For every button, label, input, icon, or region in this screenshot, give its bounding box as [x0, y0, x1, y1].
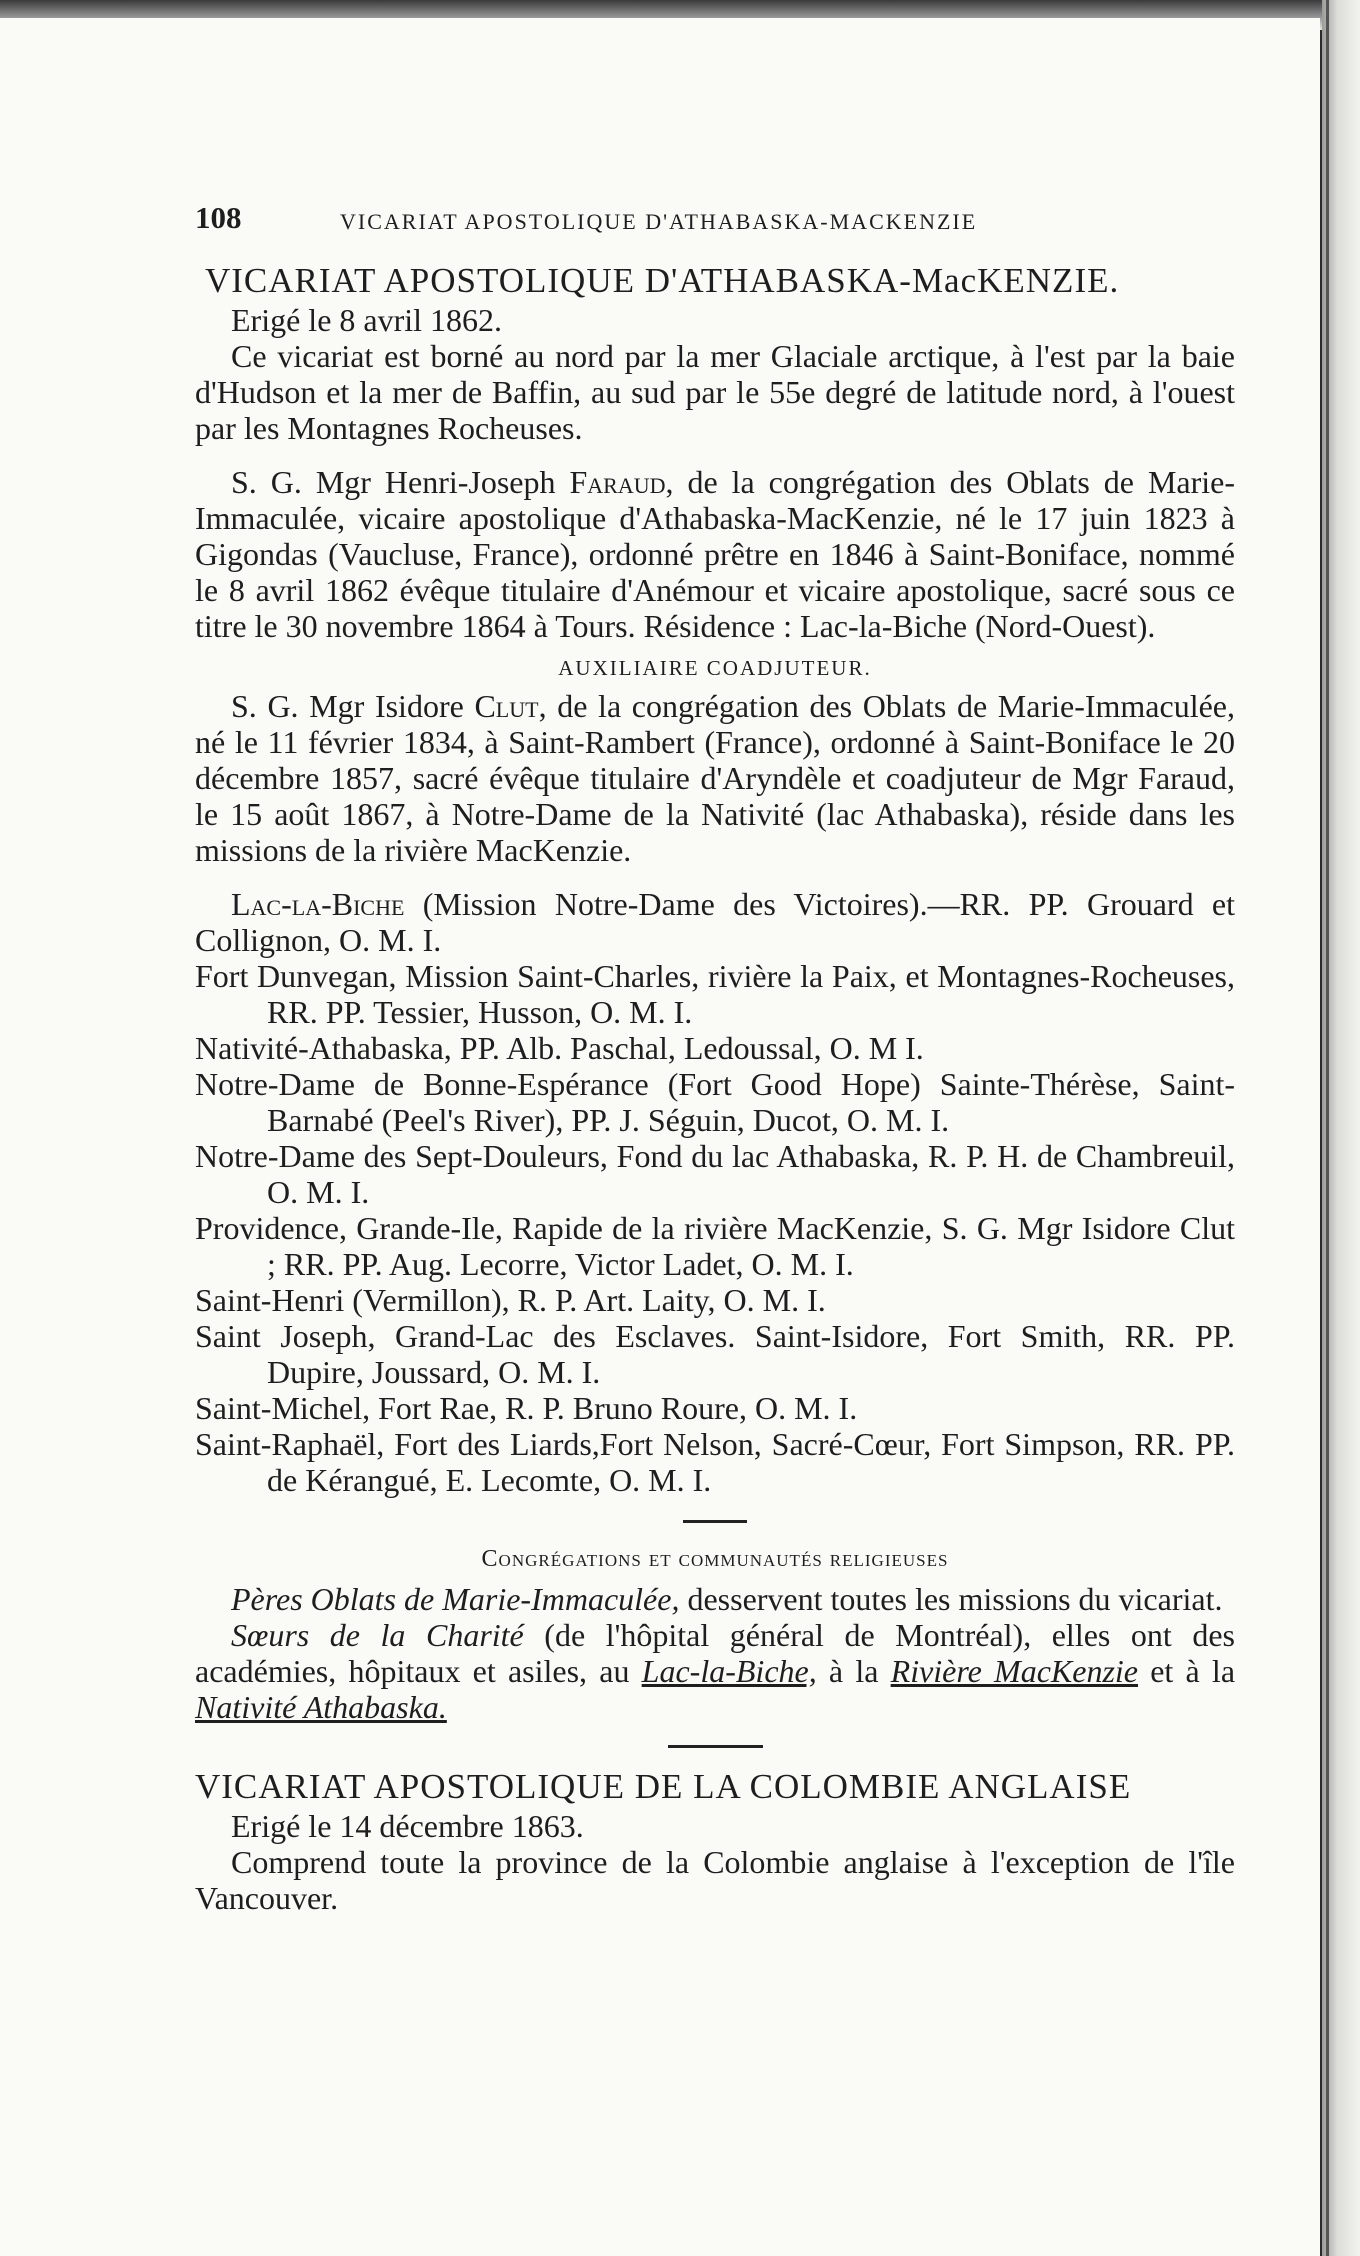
- vicariate-limits: Ce vicariat est borné au nord par la mer Glaciale arctique, à l'est par la baie d'Hudson et la mer de Baffin, au sud par le 55e degré de latitude nord, à l'ouest par les Montagnes Rocheuses.: [195, 338, 1235, 446]
- page-number: 108: [195, 200, 242, 235]
- bishop-details: , de la congrégation des Oblats de Marie-Immaculée, vicaire apostolique d'Athabaska-MacKenzie, né le 17 juin 1823 à Gigondas (Vaucluse, France), ordonné prêtre en 1846 à Saint-Boniface, nommé le 8 avril 1862 évêque titulaire d'Anémour et vicaire apostolique, sacré sous ce titre le 30 novembre 1864 à Tours. Résidence : Lac-la-Biche (Nord-Ouest).: [195, 464, 1236, 644]
- bishop-paragraph: [195, 464, 1235, 644]
- mission-item: Saint-Michel, Fort Rae, R. P. Bruno Roure, O. M. I.: [195, 1390, 858, 1426]
- soeurs-name: Sœurs de la Charité: [231, 1617, 524, 1653]
- soeurs-text: à la: [816, 1653, 891, 1689]
- coadjutor-paragraph: [195, 688, 1235, 868]
- section-divider: [683, 1520, 747, 1523]
- oblats-name: Pères Oblats de Marie-Immaculée,: [231, 1581, 680, 1617]
- coadjutor-prefix: S. G. Mgr Isidore: [231, 688, 475, 724]
- mission-item: Saint-Henri (Vermillon), R. P. Art. Laity, O. M. I.: [195, 1282, 826, 1318]
- bishop-name: Faraud: [569, 464, 666, 500]
- soeurs-text: et à la: [1138, 1653, 1236, 1689]
- bishop-prefix: S. G. Mgr Henri-Joseph: [231, 464, 570, 500]
- missions-list: [195, 886, 1235, 1498]
- mission-item: [195, 886, 1235, 958]
- oblats-paragraph: [195, 1581, 1235, 1617]
- mission-place: Lac-la-Biche: [231, 886, 405, 922]
- erection-date: Erigé le 8 avril 1862.: [231, 302, 503, 338]
- mission-item: Nativité-Athabaska, PP. Alb. Paschal, Ledoussal, O. M I.: [195, 1030, 924, 1066]
- coadjutor-name: Clut: [474, 688, 539, 724]
- running-title: VICARIAT APOSTOLIQUE D'ATHABASKA-MACKENZIE: [340, 209, 978, 234]
- mission-item: Saint-Raphaël, Fort des Liards,Fort Nelson, Sacré-Cœur, Fort Simpson, RR. PP. de Kérangué, E. Lecomte, O. M. I.: [195, 1426, 1235, 1498]
- mission-item: Fort Dunvegan, Mission Saint-Charles, rivière la Paix, et Montagnes-Rocheuses, RR. PP. Tessier, Husson, O. M. I.: [195, 958, 1235, 1030]
- page-text: [195, 200, 1235, 1916]
- congregations-heading: Congrégations et communautés religieuses: [481, 1546, 949, 1572]
- section-title-athabaska: VICARIAT APOSTOLIQUE D'ATHABASKA-MacKENZIE.: [205, 261, 1120, 300]
- scan-right-edge: [1322, 0, 1360, 2256]
- mission-text: (Mission Notre-Dame des Victoires).—RR. PP. Grouard et Collignon, O. M. I.: [195, 886, 1235, 958]
- soeurs-place: Nativité Athabaska.: [195, 1689, 447, 1725]
- soeurs-place: Rivière MacKenzie: [890, 1653, 1139, 1689]
- oblats-text: desservent toutes les missions du vicariat.: [679, 1581, 1223, 1617]
- mission-item: Saint Joseph, Grand-Lac des Esclaves. Saint-Isidore, Fort Smith, RR. PP. Dupire, Joussard, O. M. I.: [195, 1318, 1235, 1390]
- erection-date: Erigé le 14 décembre 1863.: [231, 1808, 584, 1844]
- soeurs-place: Lac-la-Biche,: [641, 1653, 817, 1689]
- mission-item: Providence, Grande-Ile, Rapide de la rivière MacKenzie, S. G. Mgr Isidore Clut ; RR. PP. Aug. Lecorre, Victor Ladet, O. M. I.: [195, 1210, 1235, 1282]
- mission-item: Notre-Dame des Sept-Douleurs, Fond du lac Athabaska, R. P. H. de Chambreuil, O. M. I.: [195, 1138, 1235, 1210]
- auxiliary-heading: AUXILIAIRE COADJUTEUR.: [558, 656, 872, 680]
- section-title-colombie: VICARIAT APOSTOLIQUE DE LA COLOMBIE ANGLAISE: [195, 1767, 1132, 1806]
- section-divider: [668, 1745, 763, 1748]
- running-header: [195, 200, 1235, 240]
- soeurs-paragraph: [195, 1617, 1235, 1725]
- vicariate-extent: Comprend toute la province de la Colombie anglaise à l'exception de l'île Vancouver.: [195, 1844, 1235, 1916]
- soeurs-text: (de l'hôpital général de Montréal), elles ont des académies, hôpitaux et asiles, au: [195, 1617, 1236, 1689]
- mission-item: Notre-Dame de Bonne-Espérance (Fort Good Hope) Sainte-Thérèse, Saint-Barnabé (Peel's River), PP. J. Séguin, Ducot, O. M. I.: [195, 1066, 1235, 1138]
- coadjutor-details: , de la congrégation des Oblats de Marie-Immaculée, né le 11 février 1834, à Saint-Rambert (France), ordonné à Saint-Boniface le 20 décembre 1857, sacré évêque titulaire d'Aryndèle et coadjuteur de Mgr Faraud, le 15 août 1867, à Notre-Dame de la Nativité (lac Athabaska), réside dans les missions de la rivière MacKenzie.: [195, 688, 1236, 868]
